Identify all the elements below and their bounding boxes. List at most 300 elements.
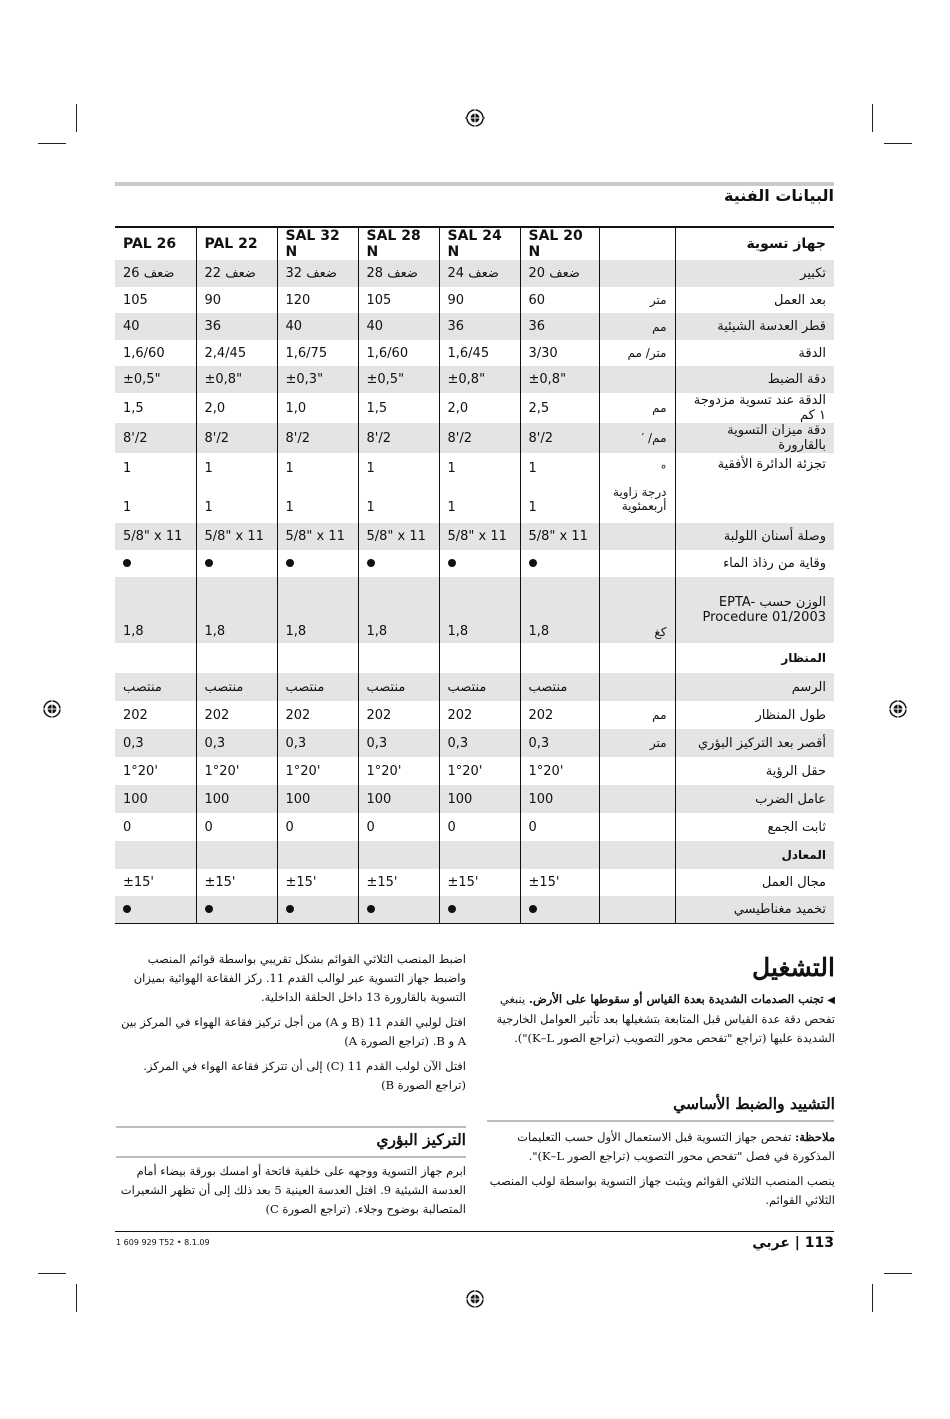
cell-value-text: 0 bbox=[123, 819, 132, 835]
cell-value bbox=[115, 523, 196, 550]
cell-value-text: منتصب bbox=[447, 679, 487, 695]
cell-value bbox=[439, 287, 520, 313]
cell-spacer bbox=[205, 476, 269, 500]
cell-value bbox=[115, 453, 196, 523]
cell-value bbox=[196, 523, 277, 550]
cell-value-text: ±15' bbox=[366, 875, 398, 890]
cell-value bbox=[520, 701, 599, 729]
bullet-text: ينبغي تفحص دقة عدة القياس قبل المتابعة بتشغيلها بعد تأثير العوامل الخارجية الشديدة عليها (تراجع "تفحص محور التصويب (تراجع الصور K–L)"). bbox=[496, 992, 835, 1045]
table-row bbox=[115, 896, 834, 923]
unit-text: متر bbox=[649, 736, 667, 750]
focus-text-block bbox=[116, 1162, 466, 1225]
cell-value-text: 120 bbox=[285, 292, 311, 308]
row-label: الرسم bbox=[675, 673, 834, 701]
cell-value bbox=[520, 785, 599, 813]
cell-value-text: 1°20' bbox=[528, 763, 564, 779]
cell-value bbox=[439, 423, 520, 453]
cell-value-text: 1,8 bbox=[366, 624, 388, 639]
cell-value-text: 1,6/45 bbox=[447, 345, 490, 361]
cell-value bbox=[196, 673, 277, 701]
cell-value bbox=[196, 340, 277, 366]
row-label: حقل الرؤية bbox=[675, 757, 834, 785]
unit-header bbox=[599, 227, 675, 260]
cell-value-text: 0,3 bbox=[447, 735, 469, 751]
cell-value-text: 0 bbox=[366, 819, 375, 835]
cell-value bbox=[520, 423, 599, 453]
cell-value-text: 1,8 bbox=[123, 624, 144, 639]
cell-value bbox=[115, 673, 196, 701]
cell-value bbox=[196, 841, 277, 869]
cell-value-text: 20 ضعف bbox=[528, 266, 580, 281]
table-row bbox=[115, 366, 834, 393]
cell-value bbox=[115, 813, 196, 841]
cell-value bbox=[115, 287, 196, 313]
cell-value bbox=[277, 673, 358, 701]
cell-value bbox=[358, 869, 439, 896]
cell-value bbox=[277, 260, 358, 287]
cell-value bbox=[277, 701, 358, 729]
cell-value-text: 36 bbox=[447, 319, 465, 334]
cell-value bbox=[358, 423, 439, 453]
cell-value bbox=[439, 393, 520, 423]
footscrew-ab-paragraph: افتل لولبي القدم 11 (B و A) من أجل تركيز فقاعة الهواء في المركز بين A و B. (تراجع الصورة A) bbox=[121, 1015, 466, 1048]
model-header: SAL 20 N bbox=[520, 227, 599, 260]
cell-value-text: 202 bbox=[366, 707, 392, 723]
cell-value-text: 0 bbox=[447, 819, 456, 835]
cell-value-text: 8'/2 bbox=[366, 430, 391, 446]
cell-value bbox=[115, 869, 196, 896]
cell-value-text: ±0,5" bbox=[123, 372, 161, 387]
cell-value-text: 2,4/45 bbox=[204, 345, 247, 361]
cell-value bbox=[196, 701, 277, 729]
cell-value-text: 100 bbox=[447, 791, 473, 807]
cell-value bbox=[277, 896, 358, 923]
focus-title: التركيز البؤري bbox=[376, 1130, 466, 1149]
unit-cell bbox=[599, 523, 675, 550]
cell-value-text: 0 bbox=[204, 819, 213, 835]
cell-value bbox=[196, 453, 277, 523]
focus-title-rule bbox=[116, 1156, 466, 1158]
row-label: الدقة bbox=[675, 340, 834, 366]
cell-value-text: 1 bbox=[285, 500, 294, 515]
cell-value-text: 5/8" x 11 bbox=[123, 529, 183, 544]
cell-value bbox=[520, 643, 599, 673]
cell-value bbox=[115, 393, 196, 423]
table-row bbox=[115, 550, 834, 577]
bullet-dot-icon bbox=[448, 559, 456, 567]
table-row bbox=[115, 393, 834, 423]
note-text: تفحص جهاز التسوية قبل الاستعمال الأول حسب التعليمات المذكورة في فصل "تفحص محور التصويب (تراجع الصور K–L)". bbox=[517, 1130, 835, 1163]
setup-text-block bbox=[489, 1128, 835, 1216]
cell-value bbox=[439, 453, 520, 523]
table-row bbox=[115, 260, 834, 287]
row-label-header: جهاز تسوية bbox=[675, 227, 834, 260]
cell-value-text: 1 bbox=[447, 461, 456, 476]
unit-cell bbox=[599, 313, 675, 340]
cell-value bbox=[196, 869, 277, 896]
cell-value bbox=[358, 340, 439, 366]
cell-value bbox=[439, 869, 520, 896]
setup-text: ينصب المنصب الثلاثي القوائم ويثبت جهاز التسوية بواسطة لولب المنصب الثلاثي القوائم. bbox=[489, 1174, 835, 1207]
cell-value-text: 202 bbox=[285, 707, 311, 723]
cell-value-text: 105 bbox=[366, 292, 392, 308]
cell-value-text: 1,6/60 bbox=[123, 345, 165, 361]
table-row bbox=[115, 757, 834, 785]
cell-value-text: 100 bbox=[204, 791, 230, 807]
cell-value bbox=[358, 841, 439, 869]
cell-value-text: 1 bbox=[285, 461, 294, 476]
unit-cell bbox=[599, 393, 675, 423]
cell-spacer bbox=[608, 477, 667, 485]
cell-value-text: 5/8" x 11 bbox=[366, 529, 426, 544]
registration-mark-icon bbox=[42, 699, 62, 719]
cell-value-text: 1 bbox=[528, 461, 537, 476]
cell-value-text: 3/30 bbox=[528, 345, 558, 361]
cell-value-text: 2,5 bbox=[528, 400, 550, 416]
cell-value bbox=[520, 453, 599, 523]
cell-value bbox=[520, 757, 599, 785]
cell-value bbox=[277, 757, 358, 785]
operation-title: التشغيل bbox=[752, 953, 835, 982]
unit-text: متر/ مم bbox=[627, 346, 667, 360]
cell-value bbox=[520, 813, 599, 841]
cell-value bbox=[277, 577, 358, 643]
unit-cell bbox=[599, 757, 675, 785]
cell-value-text: 22 ضعف bbox=[204, 266, 256, 281]
cell-value bbox=[520, 523, 599, 550]
model-header: PAL 26 bbox=[115, 227, 196, 260]
table-row bbox=[115, 729, 834, 757]
unit-cell bbox=[599, 260, 675, 287]
cell-value bbox=[439, 896, 520, 923]
cell-value-text: 1°20' bbox=[447, 763, 483, 779]
cell-value-text: 5/8" x 11 bbox=[204, 529, 264, 544]
cell-value bbox=[196, 550, 277, 577]
cell-value-text: ±15' bbox=[447, 875, 479, 890]
cell-value bbox=[358, 260, 439, 287]
cell-value bbox=[358, 673, 439, 701]
cell-value bbox=[277, 287, 358, 313]
section-title: البيانات الفنية bbox=[724, 186, 834, 205]
table-row bbox=[115, 287, 834, 313]
cell-value-text: 28 ضعف bbox=[366, 266, 418, 281]
row-label: تخميد مغناطيسي bbox=[675, 896, 834, 923]
table-row bbox=[115, 813, 834, 841]
cell-value-text: 1°20' bbox=[123, 763, 158, 779]
row-label: تجزئة الدائرة الأفقية bbox=[675, 453, 834, 523]
cell-value bbox=[520, 340, 599, 366]
cell-value bbox=[520, 550, 599, 577]
cell-value bbox=[520, 393, 599, 423]
cell-value-text: 1 bbox=[366, 461, 375, 476]
cell-value bbox=[358, 643, 439, 673]
table-row bbox=[115, 701, 834, 729]
cell-value bbox=[358, 577, 439, 643]
cell-value-text: 0,3 bbox=[366, 735, 388, 751]
cell-value bbox=[277, 550, 358, 577]
cell-value bbox=[115, 785, 196, 813]
cell-value bbox=[439, 841, 520, 869]
unit-cell bbox=[599, 287, 675, 313]
cell-value bbox=[439, 785, 520, 813]
cell-value-text: 36 bbox=[528, 319, 546, 334]
operation-bullet bbox=[489, 990, 835, 1054]
note-bold: ملاحظة: bbox=[795, 1130, 835, 1144]
table-row bbox=[115, 453, 834, 523]
cell-value-text: ±0,8" bbox=[447, 372, 486, 387]
cell-value bbox=[520, 287, 599, 313]
row-label: أقصر بعد التركيز البؤري bbox=[675, 729, 834, 757]
cell-value-text: 2,0 bbox=[447, 400, 469, 416]
bullet-dot-icon bbox=[205, 559, 213, 567]
cell-spacer bbox=[448, 476, 512, 500]
cell-value bbox=[439, 260, 520, 287]
unit-cell bbox=[599, 729, 675, 757]
table-row bbox=[115, 313, 834, 340]
unit-text: مم bbox=[652, 401, 667, 415]
unit-cell bbox=[599, 453, 675, 523]
bullet-arrow-icon: ◀ bbox=[827, 995, 835, 1006]
bullet-dot-icon bbox=[448, 905, 456, 913]
crop-mark bbox=[872, 1284, 873, 1312]
cell-value bbox=[520, 366, 599, 393]
cell-value bbox=[358, 757, 439, 785]
cell-value bbox=[358, 523, 439, 550]
cell-value-text: 24 ضعف bbox=[447, 266, 499, 281]
cell-value-text: 1 bbox=[204, 461, 213, 476]
cell-spacer bbox=[367, 476, 431, 500]
cell-value-text: 100 bbox=[285, 791, 311, 807]
bullet-dot-icon bbox=[286, 905, 294, 913]
left-text-block bbox=[116, 950, 466, 1101]
cell-value-text: 1,6/75 bbox=[285, 345, 328, 361]
cell-value bbox=[196, 729, 277, 757]
cell-value bbox=[520, 260, 599, 287]
row-label: دقة ميزان التسوية بالقارورة bbox=[675, 423, 834, 453]
row-label: الوزن حسب EPTA-Procedure 01/2003 bbox=[675, 577, 834, 643]
cell-value bbox=[196, 896, 277, 923]
cell-value-text: 5/8" x 11 bbox=[528, 529, 588, 544]
cell-value bbox=[520, 673, 599, 701]
cell-value bbox=[196, 313, 277, 340]
table-subheader-row bbox=[115, 643, 834, 673]
cell-value-text: 0,3 bbox=[285, 735, 307, 751]
crop-mark bbox=[884, 1273, 912, 1274]
footer-rule bbox=[115, 1231, 834, 1232]
cell-value-text: 1,8 bbox=[285, 624, 307, 639]
cell-value-text: 202 bbox=[204, 707, 230, 723]
cell-value bbox=[196, 643, 277, 673]
cell-value bbox=[277, 313, 358, 340]
unit-text: مم bbox=[652, 319, 667, 334]
unit-text: درجة زاوية أربعمئوية bbox=[612, 485, 667, 513]
cell-value bbox=[358, 550, 439, 577]
row-label: عامل الضرب bbox=[675, 785, 834, 813]
cell-value bbox=[196, 813, 277, 841]
unit-text: ° bbox=[660, 463, 667, 477]
cell-value bbox=[115, 366, 196, 393]
cell-value bbox=[439, 523, 520, 550]
cell-value bbox=[196, 757, 277, 785]
cell-value-text: ±0,3" bbox=[285, 372, 324, 387]
cell-value-text: 105 bbox=[123, 292, 148, 308]
cell-value bbox=[358, 896, 439, 923]
cell-value-text: 1 bbox=[447, 500, 456, 515]
unit-cell bbox=[599, 340, 675, 366]
cell-value-text: ±0,8" bbox=[528, 372, 567, 387]
cell-value-text: 1°20' bbox=[204, 763, 240, 779]
unit-cell bbox=[599, 366, 675, 393]
unit-cell bbox=[599, 896, 675, 923]
cell-value bbox=[196, 785, 277, 813]
cell-value bbox=[520, 896, 599, 923]
cell-value bbox=[196, 366, 277, 393]
cell-value-text: 1,8 bbox=[204, 624, 226, 639]
focus-paragraph: ابرم جهاز التسوية ووجهه على خلفية فاتحة أو امسك بورقة بيضاء أمام العدسة الشيئية 9. افتل العدسة العينية 5 بعد ذلك إلى أن تظهر الشعيرات المتصالبة بوضوح وجلاء. (تراجع الصورة C) bbox=[120, 1164, 466, 1216]
unit-cell bbox=[599, 841, 675, 869]
cell-value-text: 100 bbox=[366, 791, 392, 807]
cell-value-text: منتصب bbox=[528, 679, 568, 695]
cell-value-text: 1,5 bbox=[123, 400, 144, 416]
cell-value bbox=[439, 340, 520, 366]
unit-cell bbox=[599, 673, 675, 701]
cell-value bbox=[115, 701, 196, 729]
table-row bbox=[115, 423, 834, 453]
cell-value-text: ±0,8" bbox=[204, 372, 243, 387]
cell-value-text: 100 bbox=[123, 791, 148, 807]
unit-text: مم/ ′ bbox=[641, 431, 667, 445]
focus-title-rule-top bbox=[116, 1126, 466, 1128]
setup-title: التشييد والضبط الأساسي bbox=[673, 1094, 835, 1113]
bullet-dot-icon bbox=[205, 905, 213, 913]
cell-value bbox=[439, 673, 520, 701]
cell-value bbox=[277, 869, 358, 896]
table-row bbox=[115, 340, 834, 366]
document-number: 1 609 929 T52 • 8.1.09 bbox=[116, 1238, 210, 1247]
crop-mark bbox=[872, 104, 873, 132]
cell-value-text: منتصب bbox=[204, 679, 244, 695]
cell-value-text: 32 ضعف bbox=[285, 266, 337, 281]
cell-value bbox=[115, 757, 196, 785]
crop-mark bbox=[76, 104, 77, 132]
table-row bbox=[115, 785, 834, 813]
setup-title-rule bbox=[487, 1120, 834, 1122]
unit-cell bbox=[599, 869, 675, 896]
cell-value-text: 2,0 bbox=[204, 400, 226, 416]
adjust-paragraph: اضبط المنصب الثلاثي القوائم بشكل تقريبي بواسطة قوائم المنصب واضبط جهاز التسوية عبر لوالب القدم 11. ركز الفقاعة الهوائية بميزان التسوية بالقارورة 13 داخل الحلقة الداخلية. bbox=[133, 952, 466, 1004]
cell-value-text: 90 bbox=[204, 292, 222, 308]
cell-value bbox=[520, 869, 599, 896]
cell-value-text: 0,3 bbox=[204, 735, 226, 751]
cell-value bbox=[277, 453, 358, 523]
cell-value bbox=[196, 287, 277, 313]
cell-value bbox=[358, 393, 439, 423]
cell-value-text: 1°20' bbox=[285, 763, 321, 779]
cell-value-text: 60 bbox=[528, 292, 546, 308]
bullet-dot-icon bbox=[367, 559, 375, 567]
cell-value bbox=[520, 577, 599, 643]
bullet-dot-icon bbox=[123, 905, 131, 913]
cell-value bbox=[277, 423, 358, 453]
cell-value-text: 40 bbox=[366, 319, 384, 334]
cell-value bbox=[115, 841, 196, 869]
cell-value-text: 5/8" x 11 bbox=[447, 529, 507, 544]
cell-value bbox=[439, 550, 520, 577]
cell-value bbox=[358, 453, 439, 523]
model-header: SAL 28 N bbox=[358, 227, 439, 260]
cell-value bbox=[520, 313, 599, 340]
model-header: SAL 24 N bbox=[439, 227, 520, 260]
unit-text: مم bbox=[652, 708, 667, 722]
cell-value-text: 8'/2 bbox=[447, 430, 472, 446]
cell-value-text: 8'/2 bbox=[528, 430, 553, 446]
table-row bbox=[115, 869, 834, 896]
page-number: 113 | عربي bbox=[752, 1235, 834, 1251]
cell-value-text: 5/8" x 11 bbox=[285, 529, 345, 544]
cell-value-text: 1 bbox=[123, 500, 132, 515]
cell-value bbox=[277, 366, 358, 393]
cell-value bbox=[439, 757, 520, 785]
cell-value bbox=[358, 313, 439, 340]
crop-mark bbox=[884, 143, 912, 144]
cell-value bbox=[115, 577, 196, 643]
cell-value-text: 8'/2 bbox=[204, 430, 229, 446]
row-label: تكبير bbox=[675, 260, 834, 287]
cell-value bbox=[115, 423, 196, 453]
unit-cell bbox=[599, 701, 675, 729]
cell-value-text: 202 bbox=[528, 707, 554, 723]
cell-value-text: 1 bbox=[204, 500, 213, 515]
cell-value bbox=[520, 841, 599, 869]
cell-value-text: 26 ضعف bbox=[123, 266, 175, 281]
cell-value bbox=[277, 393, 358, 423]
cell-value-text: 36 bbox=[204, 319, 222, 334]
cell-value bbox=[196, 393, 277, 423]
cell-value-text: 40 bbox=[285, 319, 303, 334]
row-label: طول المنظار bbox=[675, 701, 834, 729]
unit-cell bbox=[599, 550, 675, 577]
registration-mark-icon bbox=[465, 1289, 485, 1309]
cell-value bbox=[115, 260, 196, 287]
cell-value-text: 0,3 bbox=[528, 735, 550, 751]
cell-value-text: 0 bbox=[528, 819, 537, 835]
bullet-dot-icon bbox=[123, 559, 131, 567]
cell-value-text: ±15' bbox=[285, 875, 317, 890]
cell-value-text: 1,8 bbox=[447, 624, 469, 639]
crop-mark bbox=[38, 1273, 66, 1274]
cell-value-text: 1,5 bbox=[366, 400, 388, 416]
table-row bbox=[115, 577, 834, 643]
cell-value-text: ±15' bbox=[528, 875, 560, 890]
registration-mark-icon bbox=[888, 699, 908, 719]
cell-value-text: 1 bbox=[123, 461, 132, 476]
cell-value bbox=[196, 577, 277, 643]
cell-value bbox=[115, 550, 196, 577]
row-label: المنظار bbox=[675, 643, 834, 673]
footscrew-c-paragraph: افتل الآن لولب القدم 11 (C) إلى أن تتركز فقاعة الهواء في المركز. (تراجع الصورة B) bbox=[143, 1059, 466, 1092]
cell-value bbox=[277, 785, 358, 813]
cell-value bbox=[439, 366, 520, 393]
cell-value-text: 1,0 bbox=[285, 400, 307, 416]
row-label: المعادل bbox=[675, 841, 834, 869]
crop-mark bbox=[38, 143, 66, 144]
row-label: مجال العمل bbox=[675, 869, 834, 896]
unit-cell bbox=[599, 643, 675, 673]
row-label: وقاية من رذاذ الماء bbox=[675, 550, 834, 577]
crop-mark bbox=[76, 1284, 77, 1312]
cell-value bbox=[115, 313, 196, 340]
cell-value bbox=[196, 423, 277, 453]
